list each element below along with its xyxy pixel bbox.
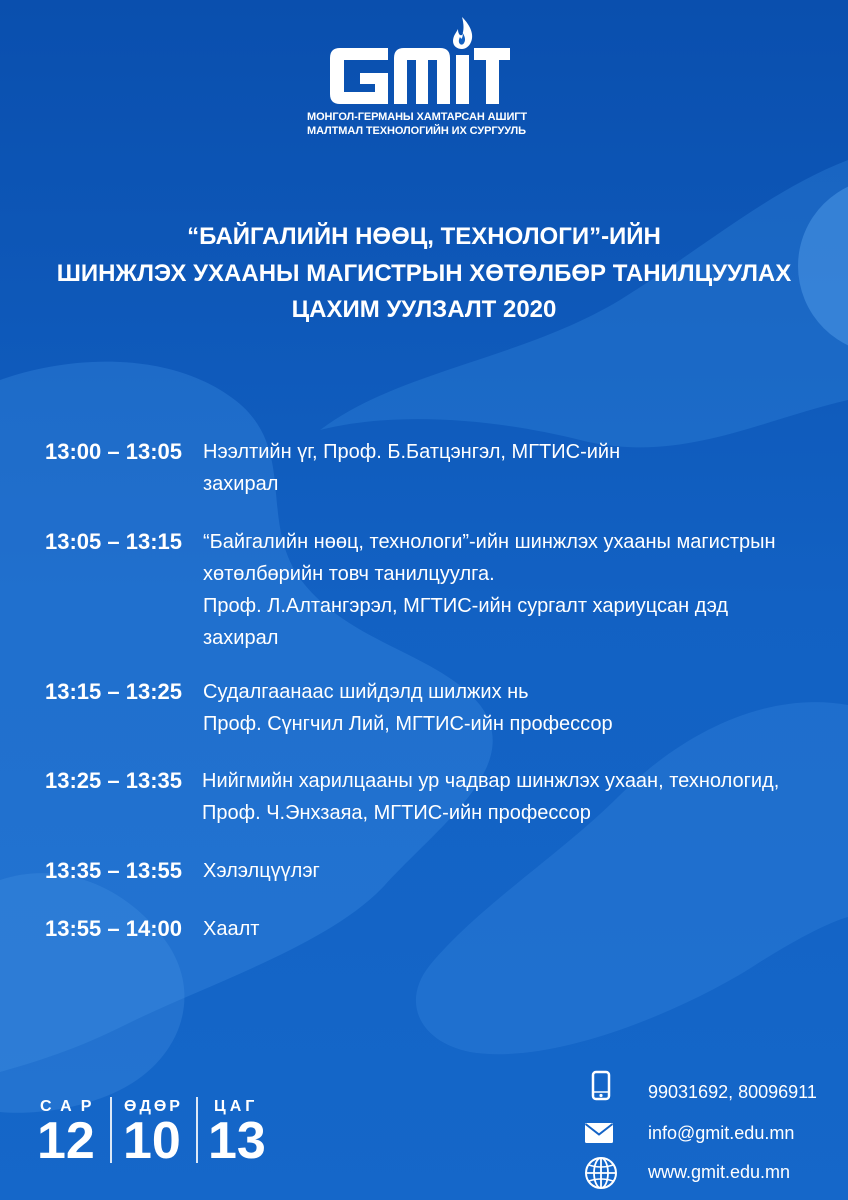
schedule-time: 13:00 – 13:05 xyxy=(45,439,182,464)
schedule-description-line: Проф. Л.Алтангэрэл, МГТИС-ийн сургалт хариуцсан дэд xyxy=(203,595,729,617)
schedule-description xyxy=(203,913,259,945)
date-divider xyxy=(110,1097,112,1163)
schedule-description-line: Хаалт xyxy=(203,918,260,940)
university-name-line: МОНГОЛ-ГЕРМАНЫ ХАМТАРСАН АШИГТ xyxy=(307,111,528,123)
phone-icon xyxy=(591,1070,611,1102)
website-url: www.gmit.edu.mn xyxy=(648,1162,791,1182)
schedule-description-line: Нийгмийн харилцааны ур чадвар шинжлэх ухаан, технологид, xyxy=(202,770,780,792)
schedule-row xyxy=(0,855,848,887)
gmit-logo xyxy=(320,15,520,107)
phone-numbers: 99031692, 80096911 xyxy=(648,1082,817,1102)
email-address: info@gmit.edu.mn xyxy=(648,1123,795,1143)
schedule-description-line: захирал xyxy=(203,473,279,495)
schedule-description-line: хөтөлбөрийн товч танилцуулга. xyxy=(203,563,495,585)
logo-letter-m xyxy=(394,48,450,104)
schedule-description-line: Проф. Сүнгчил Лий, МГТИС-ийн профессор xyxy=(203,713,613,735)
schedule-time: 13:15 – 13:25 xyxy=(45,679,182,704)
university-name xyxy=(307,110,527,138)
day-label: ӨДӨР xyxy=(124,1098,183,1115)
schedule-description xyxy=(203,676,613,740)
schedule-description-line: захирал xyxy=(203,627,279,649)
schedule-time: 13:05 – 13:15 xyxy=(45,529,182,554)
schedule-row xyxy=(0,676,848,735)
hour-value: 13 xyxy=(208,1112,266,1170)
logo-letter-g xyxy=(330,48,388,104)
schedule-row xyxy=(0,526,848,649)
event-title xyxy=(0,219,848,329)
schedule-description-line: Судалгаанаас шийдэлд шилжих нь xyxy=(203,681,529,703)
schedule-row xyxy=(0,765,848,824)
date-divider xyxy=(196,1097,198,1163)
event-title-line: ШИНЖЛЭХ УХААНЫ МАГИСТРЫН ХӨТӨЛБӨР ТАНИЛЦУУЛАХ xyxy=(56,259,792,287)
schedule-time: 13:35 – 13:55 xyxy=(45,858,182,883)
schedule-description xyxy=(203,436,620,500)
schedule-time: 13:25 – 13:35 xyxy=(45,768,182,793)
schedule-description-line: Нээлтийн үг, Проф. Б.Батцэнгэл, МГТИС-ийн xyxy=(203,441,621,463)
schedule-row xyxy=(0,436,848,495)
hour-label: ЦАГ xyxy=(214,1098,259,1115)
schedule-description xyxy=(203,855,320,887)
flame-icon xyxy=(453,17,472,49)
logo-letter-t xyxy=(474,48,510,104)
schedule-row xyxy=(0,913,848,945)
day-value: 10 xyxy=(123,1112,181,1170)
event-title-line: ЦАХИМ УУЛЗАЛТ 2020 xyxy=(291,296,557,323)
schedule-time: 13:55 – 14:00 xyxy=(45,916,182,941)
envelope-icon xyxy=(584,1122,614,1144)
logo-letter-i xyxy=(456,55,469,104)
schedule-description xyxy=(202,765,779,829)
month-value: 12 xyxy=(37,1112,95,1170)
event-title-line: “БАЙГАЛИЙН НӨӨЦ, ТЕХНОЛОГИ”-ИЙН xyxy=(187,223,661,250)
university-name-line: МАЛТМАЛ ТЕХНОЛОГИЙН ИХ СУРГУУЛЬ xyxy=(307,125,526,137)
schedule-description xyxy=(203,526,776,654)
globe-icon xyxy=(584,1156,618,1190)
schedule-description-line: Проф. Ч.Энхзаяа, МГТИС-ийн профессор xyxy=(202,802,591,824)
schedule-description-line: Хэлэлцүүлэг xyxy=(203,860,320,882)
schedule-description-line: “Байгалийн нөөц, технологи”-ийн шинжлэх ухааны магистрын xyxy=(203,531,776,553)
month-label: САР xyxy=(40,1098,101,1115)
